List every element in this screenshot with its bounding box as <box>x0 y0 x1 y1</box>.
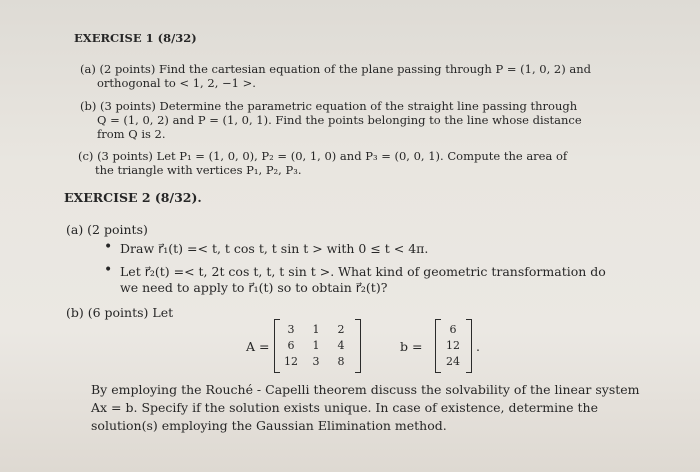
matrix-a-cell: 3 <box>287 323 295 336</box>
exercise-2a-label: (a) (2 points) <box>66 222 148 237</box>
exercise-2a-bullet-1: Draw r⃗₁(t) =< t, t cos t, t sin t > with 0 ≤ t < 4π. <box>120 241 429 256</box>
exercise-2a-bullet-2-line-2: we need to apply to r⃗₁(t) so to obtain r⃗₂(t)? <box>120 280 388 295</box>
matrix-period: . <box>476 339 480 354</box>
matrix-a-right-bracket <box>355 319 361 373</box>
vector-b-left-bracket <box>435 319 441 373</box>
matrix-a-cell: 1 <box>312 339 320 352</box>
exercise-1a-line-2: orthogonal to < 1, 2, −1 >. <box>97 76 256 90</box>
matrix-a-cell: 12 <box>284 355 298 368</box>
exercise-2a-bullet-2-line-1: Let r⃗₂(t) =< t, 2t cos t, t, t sin t >. What kind of geometric transformation do <box>120 264 606 279</box>
exercise-2b-line-3: solution(s) employing the Gaussian Elimination method. <box>91 418 447 433</box>
exercise-1b-line-1: (b) (3 points) Determine the parametric equation of the straight line passing through <box>80 99 578 113</box>
vector-b-right-bracket <box>466 319 472 373</box>
exercise-2b-label: (b) (6 points) Let <box>66 305 174 320</box>
vector-b-label: b = <box>400 339 423 354</box>
vector-b-cell: 6 <box>449 323 457 336</box>
bullet-dot: • <box>104 239 113 255</box>
matrix-a-cell: 4 <box>337 339 345 352</box>
matrix-a-cell: 6 <box>287 339 295 352</box>
exercise-1c-line-2: the triangle with vertices P₁, P₂, P₃. <box>95 163 302 177</box>
exercise-2b-line-2: Ax = b. Specify if the solution exists unique. In case of existence, determine the <box>91 400 598 415</box>
matrix-a-label: A = <box>246 339 270 354</box>
exercise-1-title: EXERCISE 1 (8/32) <box>74 31 197 45</box>
bullet-dot: • <box>104 262 113 278</box>
exercise-2b-line-1: By employing the Rouché - Capelli theorem discuss the solvability of the linear system <box>91 382 640 397</box>
matrix-a-cell: 2 <box>337 323 345 336</box>
exercise-1b-line-3: from Q is 2. <box>97 127 166 141</box>
exercise-1c-line-1: (c) (3 points) Let P₁ = (1, 0, 0), P₂ = (0, 1, 0) and P₃ = (0, 0, 1). Compute the area of <box>78 149 568 163</box>
vector-b-cell: 24 <box>446 355 460 368</box>
vector-b-cell: 12 <box>446 339 460 352</box>
matrix-a-cell: 3 <box>312 355 320 368</box>
exercise-1a-line-1: (a) (2 points) Find the cartesian equation of the plane passing through P = (1, 0, 2) and <box>80 62 591 76</box>
matrix-a-cell: 8 <box>337 355 345 368</box>
exercise-1b-line-2: Q = (1, 0, 2) and P = (1, 0, 1). Find the points belonging to the line whose distance <box>97 113 582 127</box>
exercise-2-title: EXERCISE 2 (8/32). <box>64 190 202 205</box>
matrix-a-cell: 1 <box>312 323 320 336</box>
